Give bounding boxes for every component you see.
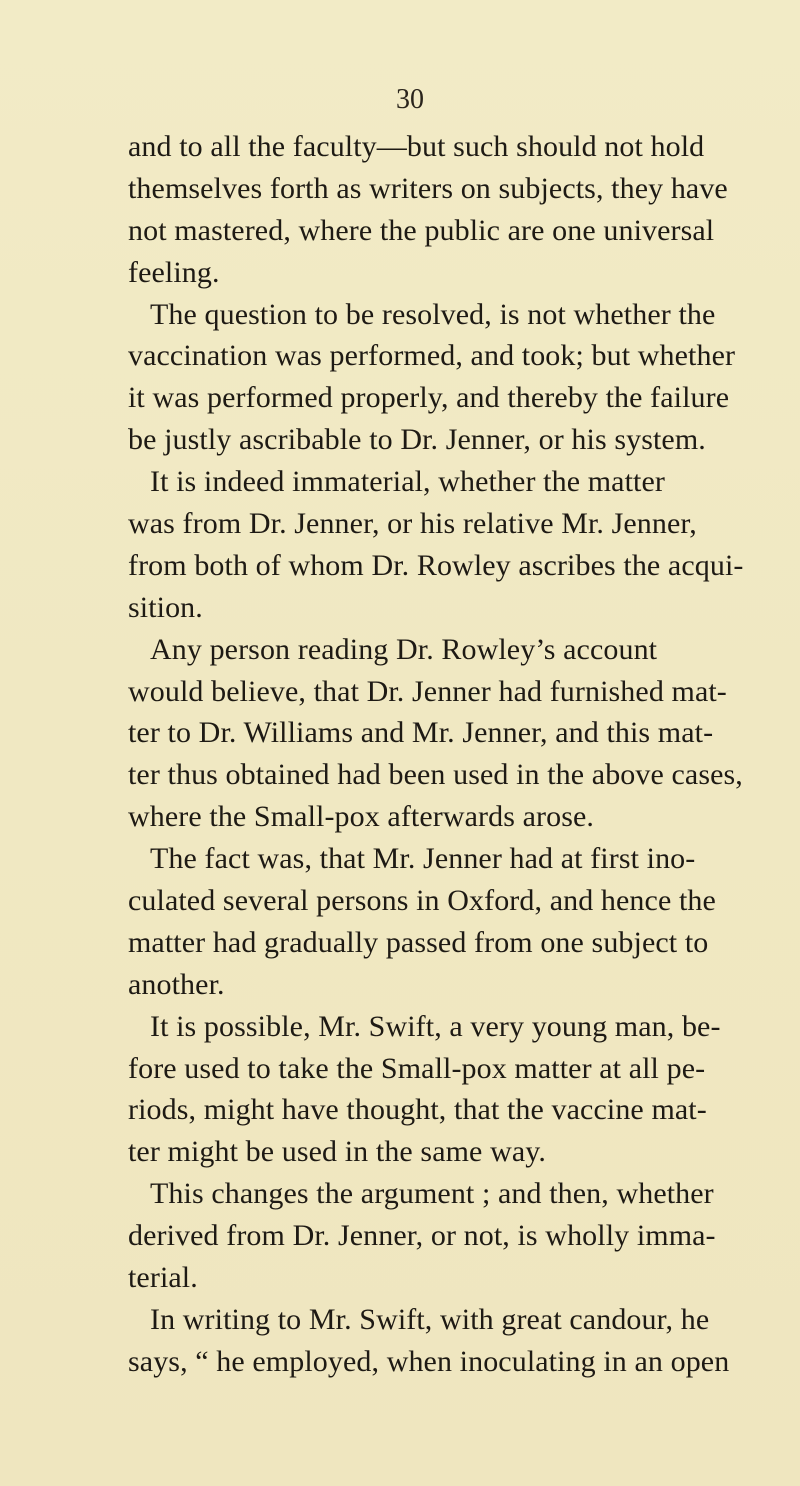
text-line: terial. xyxy=(128,1261,198,1295)
text-line: fore used to take the Small-pox matter at all pe- xyxy=(128,1051,706,1085)
text-line: riods, might have thought, that the vaccine mat- xyxy=(128,1093,707,1127)
text-line: another. xyxy=(128,967,225,1001)
text-line: The fact was, that Mr. Jenner had at first ino- xyxy=(150,842,696,876)
text-line: sition. xyxy=(128,590,203,624)
text-line: would believe, that Dr. Jenner had furnished mat- xyxy=(128,674,727,708)
text-line: not mastered, where the public are one universal xyxy=(128,213,715,247)
text-line: was from Dr. Jenner, or his relative Mr. Jenner, xyxy=(128,507,697,541)
text-line: It is possible, Mr. Swift, a very young man, be- xyxy=(150,1009,721,1043)
text-line: The question to be resolved, is not whether the xyxy=(150,297,716,331)
text-line: culated several persons in Oxford, and hence the xyxy=(128,884,716,918)
text-line: It is indeed immaterial, whether the matter xyxy=(150,465,665,499)
text-line: themselves forth as writers on subjects, they have xyxy=(128,171,728,205)
text-line: matter had gradually passed from one subject to xyxy=(128,925,709,959)
text-line: derived from Dr. Jenner, or not, is wholly imma- xyxy=(128,1219,716,1253)
text-line: ter to Dr. Williams and Mr. Jenner, and this mat- xyxy=(128,716,714,750)
text-line: Any person reading Dr. Rowley’s account xyxy=(150,632,658,666)
text-line: In writing to Mr. Swift, with great candour, he xyxy=(150,1302,710,1336)
text-line: and to all the faculty—but such should not hold xyxy=(128,130,705,163)
text-line: be justly ascribable to Dr. Jenner, or his system. xyxy=(128,423,706,457)
body-text xyxy=(128,126,796,1383)
text-line: ter thus obtained had been used in the above cases, xyxy=(128,758,743,792)
text-line: This changes the argument ; and then, whether xyxy=(150,1177,714,1211)
text-line: it was performed properly, and thereby the failure xyxy=(128,381,730,415)
text-line: where the Small-pox afterwards arose. xyxy=(128,800,595,834)
text-line: says, “ he employed, when inoculating in an open xyxy=(128,1344,730,1378)
text-line: from both of whom Dr. Rowley ascribes the acqui- xyxy=(128,548,744,582)
text-line: feeling. xyxy=(128,255,220,289)
text-line: ter might be used in the same way. xyxy=(128,1135,547,1169)
text-line: vaccination was performed, and took; but whether xyxy=(128,339,736,373)
page-number: 30 xyxy=(396,84,424,115)
